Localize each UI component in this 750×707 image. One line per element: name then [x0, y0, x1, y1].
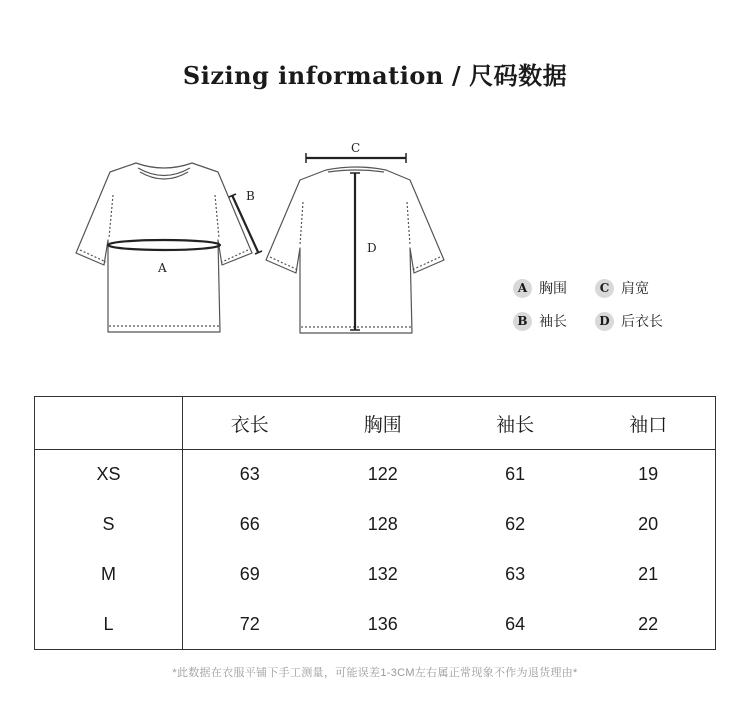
- header-cell-empty: [35, 397, 183, 450]
- value-cell: 63: [239, 464, 260, 485]
- value-cell: 122: [367, 464, 398, 485]
- value-cell: 62: [505, 514, 526, 534]
- legend-item-b: [513, 311, 567, 331]
- back-collar: [328, 170, 384, 172]
- value-cell: 64: [505, 613, 526, 634]
- table-row: [35, 600, 716, 650]
- measurement-disclaimer: *此数据在衣服平铺下手工测量，可能误差1-3CM左右属正常现象不作为退货理由*: [172, 667, 578, 679]
- legend-item-d: [595, 311, 663, 331]
- legend-item-c: [595, 278, 649, 298]
- value-cell: 69: [239, 564, 260, 584]
- header-cell-cuff: 袖口: [581, 397, 715, 450]
- table-row: [35, 500, 716, 550]
- value-cell: 63: [505, 564, 526, 584]
- chest-measure-line: [108, 240, 220, 250]
- size-cell: L: [35, 600, 183, 650]
- value-cell: 22: [638, 613, 659, 634]
- label-b: B: [246, 189, 255, 203]
- size-cell: S: [35, 500, 183, 550]
- value-cell: 128: [367, 514, 398, 534]
- value-cell: 61: [505, 464, 526, 485]
- value-cell: 21: [638, 564, 659, 584]
- legend-text: 胸围: [539, 280, 567, 296]
- header-cell-length: 衣长: [183, 397, 317, 450]
- legend-badge: D: [595, 312, 614, 331]
- size-cell: M: [35, 550, 183, 600]
- value-cell: 132: [367, 564, 398, 584]
- legend-text: 袖长: [539, 313, 567, 329]
- sleeve-measure-line: [232, 195, 258, 252]
- value-cell: 136: [367, 613, 398, 634]
- legend-item-a: [513, 278, 567, 298]
- label-c: C: [351, 141, 361, 155]
- size-cell: XS: [35, 450, 183, 500]
- title-zh: 尺码数据: [469, 61, 568, 90]
- legend-badge: C: [595, 279, 614, 298]
- value-cell: 66: [239, 514, 260, 534]
- label-a: A: [158, 261, 167, 275]
- table-header-row: [35, 397, 716, 450]
- value-cell: 20: [638, 514, 659, 534]
- legend-text: 肩宽: [621, 280, 649, 296]
- legend-text: 后衣长: [621, 313, 663, 329]
- title-en: Sizing information: [182, 61, 444, 90]
- header-cell-chest: 胸围: [317, 397, 449, 450]
- legend-badge: B: [513, 312, 532, 331]
- size-table: [34, 396, 716, 650]
- value-cell: 19: [638, 464, 659, 485]
- legend-badge: A: [513, 279, 532, 298]
- table-row: [35, 450, 716, 500]
- label-d: D: [367, 241, 377, 255]
- table-row: [35, 550, 716, 600]
- title-separator: /: [451, 61, 462, 90]
- value-cell: 72: [239, 613, 260, 634]
- front-tshirt-outline: [76, 163, 252, 332]
- header-cell-sleeve: 袖长: [449, 397, 581, 450]
